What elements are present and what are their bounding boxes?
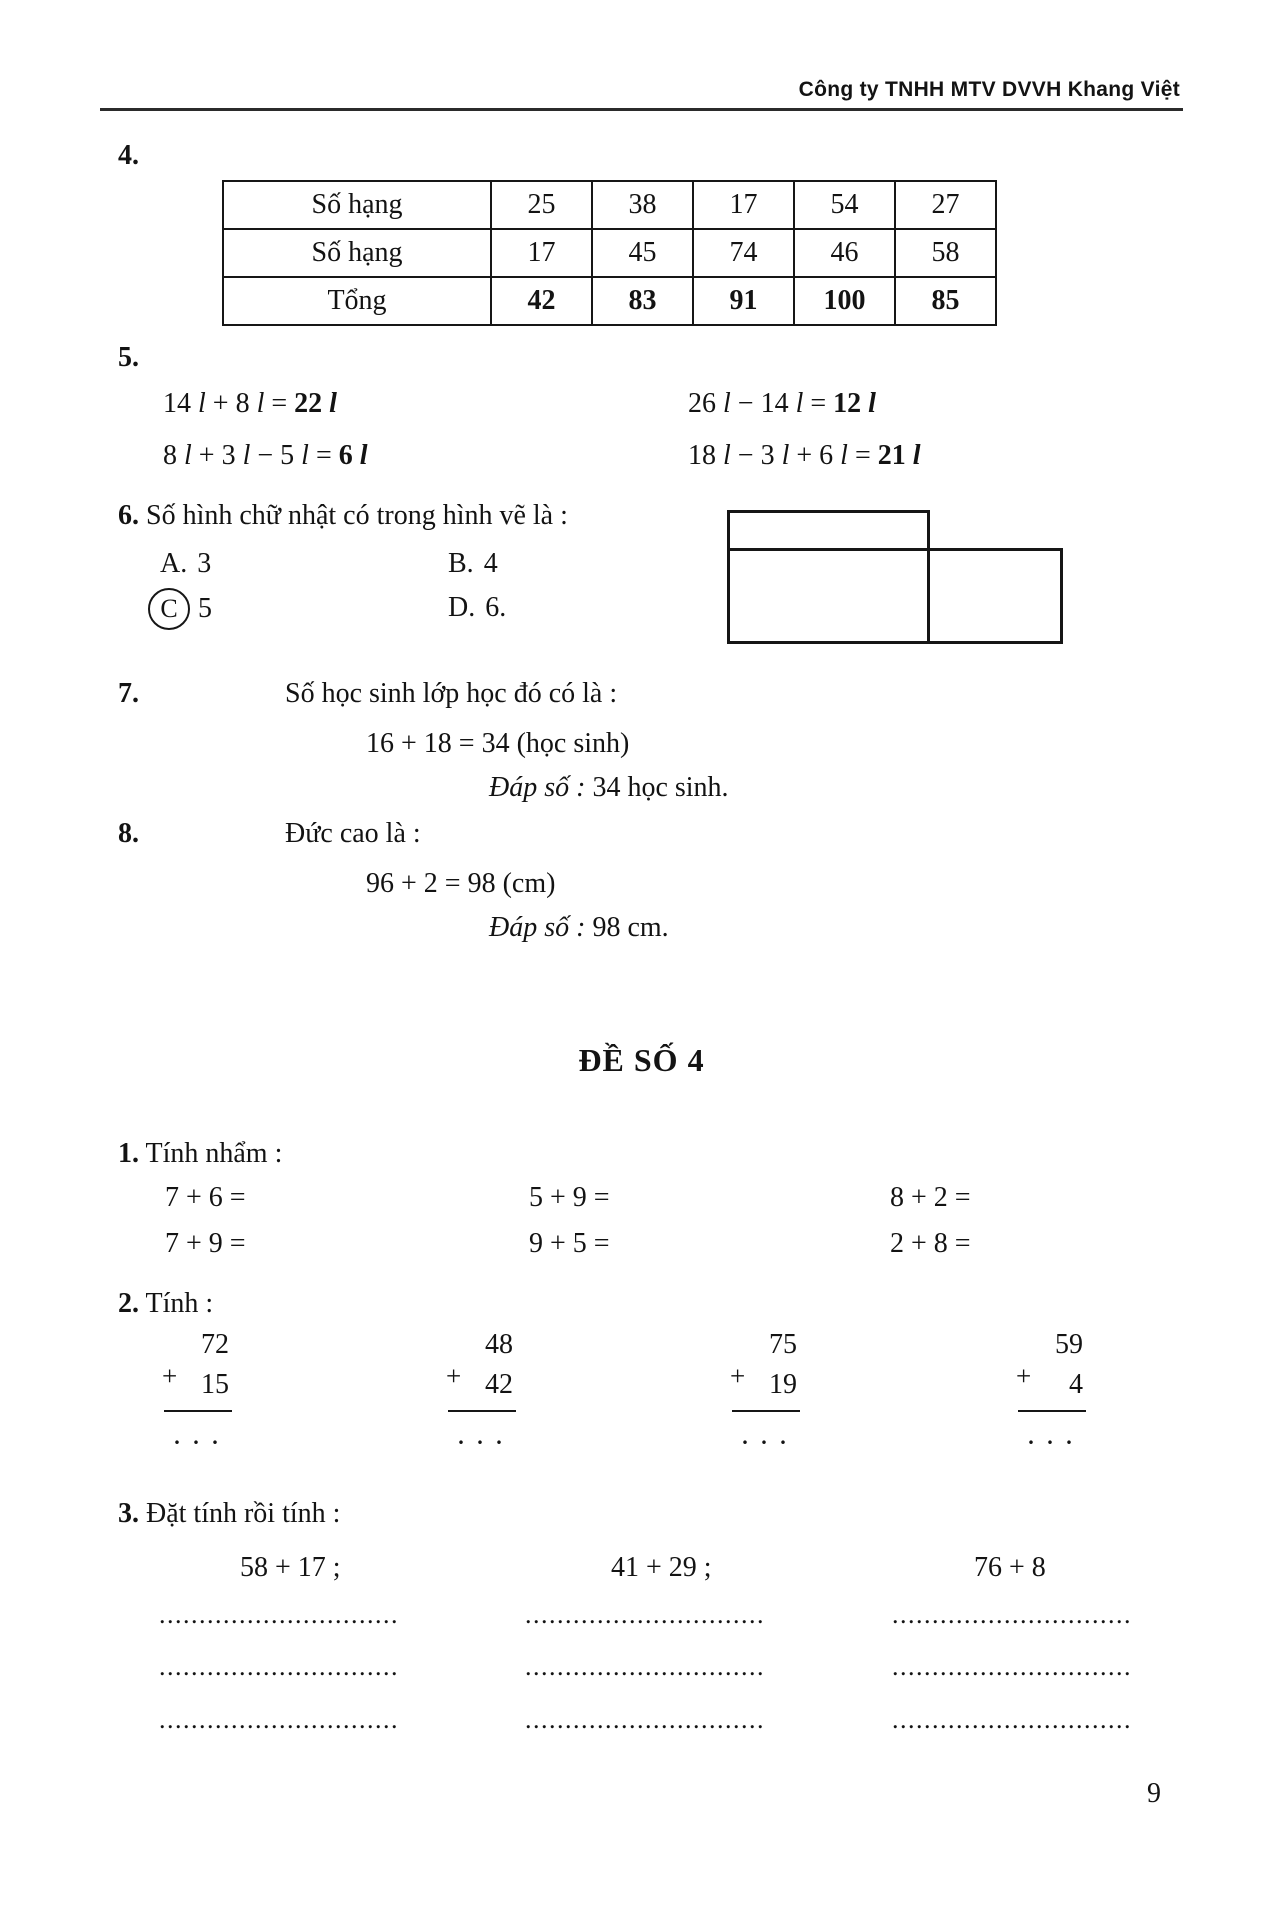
cell: 46 [794, 229, 895, 277]
answer-value: 34 học sinh. [592, 772, 729, 803]
problem8-statement: Đức cao là : [285, 818, 421, 849]
header-company: Công ty TNHH MTV DVVH Khang Việt [798, 78, 1180, 101]
row-label: Số hạng [223, 181, 491, 229]
cell: 42 [491, 277, 592, 325]
problem7-statement: Số học sinh lớp học đó có là : [285, 678, 618, 709]
addend-top: 72 [201, 1329, 229, 1360]
option-letter: A. [160, 548, 188, 579]
figure-rect-top [727, 510, 930, 551]
problem6-number: 6. [118, 500, 139, 531]
answer-dotline: .............................. [525, 1705, 765, 1734]
table-row [223, 229, 996, 277]
plus-sign: + [730, 1361, 746, 1391]
cell: 38 [592, 181, 693, 229]
vertical-addition [448, 1325, 516, 1450]
problem7-answer-line [489, 772, 729, 804]
problem8-calculation: 96 + 2 = 98 (cm) [366, 868, 556, 899]
selected-answer-circle: C [148, 588, 190, 630]
exercise2-number: 2. [118, 1288, 139, 1319]
answer-dotline: .............................. [892, 1600, 1132, 1629]
answer-label: Đáp số : [489, 912, 586, 943]
equation-answer: 22 l [294, 388, 337, 419]
problem4-number: 4. [118, 140, 139, 171]
exercise3-title: Đặt tính rồi tính : [146, 1498, 341, 1529]
option-text: 3 [197, 548, 212, 579]
answer-dotline: .............................. [892, 1652, 1132, 1681]
operation: 76 + 8 [974, 1552, 1046, 1583]
equation-answer: 6 l [338, 440, 368, 471]
answer-dotline: .............................. [159, 1652, 399, 1681]
answer-value: 98 cm. [592, 912, 669, 943]
answer-dots: . . . [742, 1424, 790, 1449]
answer-dotline: .............................. [892, 1705, 1132, 1734]
equation-expr: 8 l + 3 l − 5 l = [163, 440, 332, 471]
addend-bottom-row [446, 1361, 516, 1405]
equation-expr: 18 l − 3 l + 6 l = [688, 440, 871, 471]
option-text: 6. [485, 592, 507, 623]
equation-expr: 26 l − 14 l = [688, 388, 827, 419]
mental-sum: 8 + 2 = [890, 1182, 971, 1213]
equation [688, 388, 876, 420]
addend-bottom-row [1016, 1361, 1086, 1405]
cell: 27 [895, 181, 996, 229]
cell: 58 [895, 229, 996, 277]
option-c-selected [148, 588, 212, 630]
equation-answer: 12 l [833, 388, 876, 419]
table-row [223, 181, 996, 229]
mental-sum: 5 + 9 = [529, 1182, 610, 1213]
sum-rule [164, 1410, 232, 1412]
addend-top: 48 [485, 1329, 513, 1360]
exercise2-title-line [118, 1288, 213, 1320]
cell: 17 [693, 181, 794, 229]
exercise3-number: 3. [118, 1498, 139, 1529]
sum-rule [732, 1410, 800, 1412]
vertical-addition [1018, 1325, 1086, 1450]
addend-bottom: 4 [1069, 1369, 1083, 1400]
exercise1-title: Tính nhẩm : [145, 1138, 283, 1169]
exercise2-title: Tính : [145, 1288, 214, 1319]
option-d [448, 592, 506, 624]
problem8-number: 8. [118, 818, 139, 849]
equation [163, 388, 337, 420]
addend-bottom: 42 [485, 1369, 513, 1400]
option-text: 4 [483, 548, 498, 579]
answer-dots: . . . [458, 1424, 506, 1449]
answer-dotline: .............................. [159, 1600, 399, 1629]
figure-rect-bottom-right [927, 548, 1063, 644]
option-letter: D. [448, 592, 476, 623]
row-label: Số hạng [223, 229, 491, 277]
equation-answer: 21 l [877, 440, 921, 471]
problem7-calculation: 16 + 18 = 34 (học sinh) [366, 728, 630, 759]
option-a [160, 548, 211, 580]
mental-sum: 9 + 5 = [529, 1228, 610, 1259]
mental-sum: 7 + 6 = [165, 1182, 246, 1213]
operation: 58 + 17 ; [240, 1552, 341, 1583]
section-title: ĐỀ SỐ 4 [578, 1042, 705, 1078]
answer-dotline: .............................. [525, 1652, 765, 1681]
table-row-total [223, 277, 996, 325]
addend-bottom-row [162, 1361, 232, 1405]
cell: 25 [491, 181, 592, 229]
cell: 54 [794, 181, 895, 229]
option-text: 5 [198, 593, 212, 624]
exercise1-title-line [118, 1138, 282, 1170]
sum-rule [1018, 1410, 1086, 1412]
option-letter: B. [448, 548, 474, 579]
cell: 100 [794, 277, 895, 325]
addend-top: 59 [1055, 1329, 1083, 1360]
cell: 45 [592, 229, 693, 277]
answer-dotline: .............................. [159, 1705, 399, 1734]
sum-rule [448, 1410, 516, 1412]
answer-dots: . . . [174, 1424, 222, 1449]
mental-sum: 7 + 9 = [165, 1228, 246, 1259]
vertical-addition [732, 1325, 800, 1450]
problem8-answer-line [489, 912, 669, 944]
addend-bottom: 15 [201, 1369, 229, 1400]
addend-top: 75 [769, 1329, 797, 1360]
option-b [448, 548, 498, 580]
cell: 91 [693, 277, 794, 325]
equation [163, 440, 368, 472]
mental-sum: 2 + 8 = [890, 1228, 971, 1259]
problem6-question: Số hình chữ nhật có trong hình vẽ là : [146, 500, 568, 531]
row-label: Tổng [223, 277, 491, 325]
plus-sign: + [446, 1361, 462, 1391]
equation [688, 440, 921, 472]
answer-dotline: .............................. [525, 1600, 765, 1629]
page-number: 9 [1147, 1778, 1161, 1809]
rectangles-figure [727, 510, 1063, 644]
addend-bottom: 19 [769, 1369, 797, 1400]
problem5-number: 5. [118, 342, 139, 373]
plus-sign: + [162, 1361, 178, 1391]
addend-bottom-row [730, 1361, 800, 1405]
header-rule [100, 108, 1183, 111]
cell: 85 [895, 277, 996, 325]
answer-label: Đáp số : [489, 772, 586, 803]
figure-rect-bottom-left [727, 548, 930, 644]
operation: 41 + 29 ; [611, 1552, 712, 1583]
problem6-question-line [118, 500, 568, 532]
cell: 83 [592, 277, 693, 325]
exercise1-number: 1. [118, 1138, 139, 1169]
sum-table [222, 180, 997, 326]
plus-sign: + [1016, 1361, 1032, 1391]
cell: 17 [491, 229, 592, 277]
problem7-number: 7. [118, 678, 139, 709]
vertical-addition [164, 1325, 232, 1450]
cell: 74 [693, 229, 794, 277]
exercise3-title-line [118, 1498, 340, 1530]
answer-dots: . . . [1028, 1424, 1076, 1449]
equation-expr: 14 l + 8 l = [163, 388, 288, 419]
